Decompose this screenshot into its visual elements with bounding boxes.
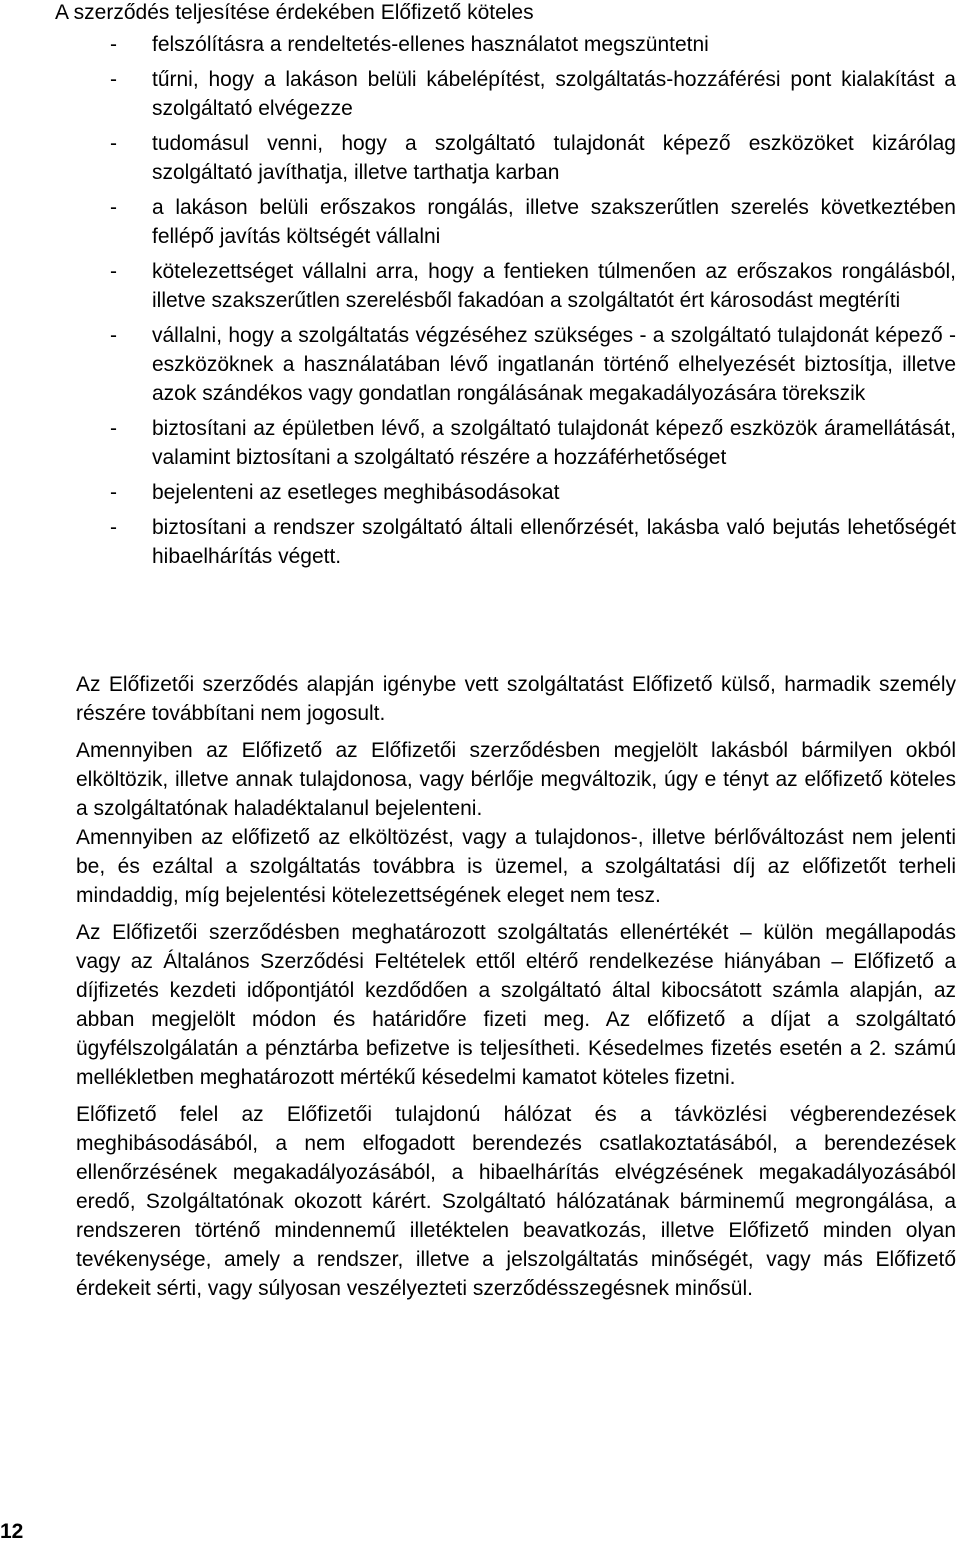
- paragraph-forwarding: Az Előfizetői szerződés alapján igénybe vett szolgáltatást Előfizető külső, harmadik személy részére továbbítani nem jogosult.: [76, 673, 956, 725]
- list-item: [110, 193, 956, 251]
- list-item-text: kötelezettséget vállalni arra, hogy a fentieken túlmenően az erőszakos rongálásból, illetve szakszerűtlen szerelésből fakadóan a szolgáltatót ért károsodást megtéríti: [152, 260, 956, 312]
- list-item: [110, 129, 956, 187]
- list-item-text: tudomásul venni, hogy a szolgáltató tulajdonát képező eszközöket kizárólag szolgáltató javíthatja, illetve tarthatja karban: [152, 132, 956, 184]
- list-item-text: vállalni, hogy a szolgáltatás végzéséhez szükséges - a szolgáltató tulajdonát képező - eszközöknek a használatában lévő ingatlanán történő elhelyezését biztosítja, illetve azok szándékos vagy gondatlan rongálásának megakadályozására törekszik: [152, 324, 956, 405]
- list-item: [110, 30, 956, 59]
- list-marker: -: [110, 417, 117, 440]
- intro-heading: A szerződés teljesítése érdekében Előfizető köteles: [55, 1, 534, 24]
- list-item-text: biztosítani az épületben lévő, a szolgáltató tulajdonát képező eszközök áramellátását, valamint biztosítani a szolgáltató részére a hozzáférhetőséget: [152, 417, 956, 469]
- list-marker: -: [110, 132, 117, 155]
- list-marker: -: [110, 260, 117, 283]
- list-item-text: felszólításra a rendeltetés-ellenes használatot megszüntetni: [152, 33, 709, 56]
- paragraph-payment: Az Előfizetői szerződésben meghatározott szolgáltatás ellenértékét – külön megállapodás vagy az Általános Szerződési Feltételek ettől eltérő rendelkezése hiányában – Előfizető a díjfizetés kezdeti időpontjától kezdődően a szolgáltató által kibocsátott számla alapján, az abban megjelölt módon és határidőre fizeti meg. Az előfizető a díjat a szolgáltató ügyfélszolgálatán a pénztárba befizetve is teljesítheti. Késedelmes fizetés esetén a 2. számú mellékletben meghatározott mértékű késedelmi kamatot köteles fizetni.: [76, 921, 956, 1089]
- list-marker: -: [110, 196, 117, 219]
- list-item-text: biztosítani a rendszer szolgáltató általi ellenőrzését, lakásba való bejutás lehetőségét hibaelhárítás végett.: [152, 516, 956, 568]
- list-item: [110, 65, 956, 123]
- list-marker: -: [110, 481, 117, 504]
- list-item: [110, 257, 956, 315]
- list-item-text: bejelenteni az esetleges meghibásodásokat: [152, 481, 560, 504]
- list-marker: -: [110, 516, 117, 539]
- paragraph-not-reporting: Amennyiben az előfizető az elköltözést, vagy a tulajdonos-, illetve bérlőváltozást nem jelenti be, és ezáltal a szolgáltatás továbbra is üzemel, a szolgáltatási díj az előfizetőt terheli mindaddig, míg bejelentési kötelezettségének eleget nem tesz.: [76, 826, 956, 907]
- list-marker: -: [110, 68, 117, 91]
- list-marker: -: [110, 33, 117, 56]
- body-paragraphs: [76, 670, 956, 1311]
- paragraph-moving-out: Amennyiben az Előfizető az Előfizetői szerződésben megjelölt lakásból bármilyen okból elköltözik, illetve annak tulajdonosa, vagy bérlője megváltozik, úgy e tényt az előfizető köteles a szolgáltatónak haladéktalanul bejelenteni.: [76, 739, 956, 820]
- list-item-text: tűrni, hogy a lakáson belüli kábelépítést, szolgáltatás-hozzáférési pont kialakítást a szolgáltató elvégezze: [152, 68, 956, 120]
- list-item: [110, 321, 956, 408]
- list-marker: -: [110, 324, 117, 347]
- page-number: 12: [0, 1520, 24, 1543]
- list-item-text: a lakáson belüli erőszakos rongálás, illetve szakszerűtlen szerelés következtében fellépő javítás költségét vállalni: [152, 196, 956, 248]
- list-item: [110, 478, 956, 507]
- paragraph-liability: Előfizető felel az Előfizetői tulajdonú hálózat és a távközlési végberendezések meghibásodásából, a nem elfogadott berendezés csatlakoztatásából, a berendezések ellenőrzésének megakadályozásából, a hibaelhárítás elvégzésének megakadályozásából eredő, Szolgáltatónak okozott kárért. Szolgáltató hálózatának bárminemű megrongálása, a rendszeren történő mindennemű illetéktelen beavatkozás, illetve Előfizető minden olyan tevékenysége, amely a rendszer, illetve a jelszolgáltatás minőségét, vagy más Előfizető érdekeit sérti, vagy súlyosan veszélyezteti szerződésszegésnek minősül.: [76, 1103, 956, 1300]
- list-item: [110, 414, 956, 472]
- list-item: [110, 513, 956, 571]
- obligations-list: [110, 30, 956, 577]
